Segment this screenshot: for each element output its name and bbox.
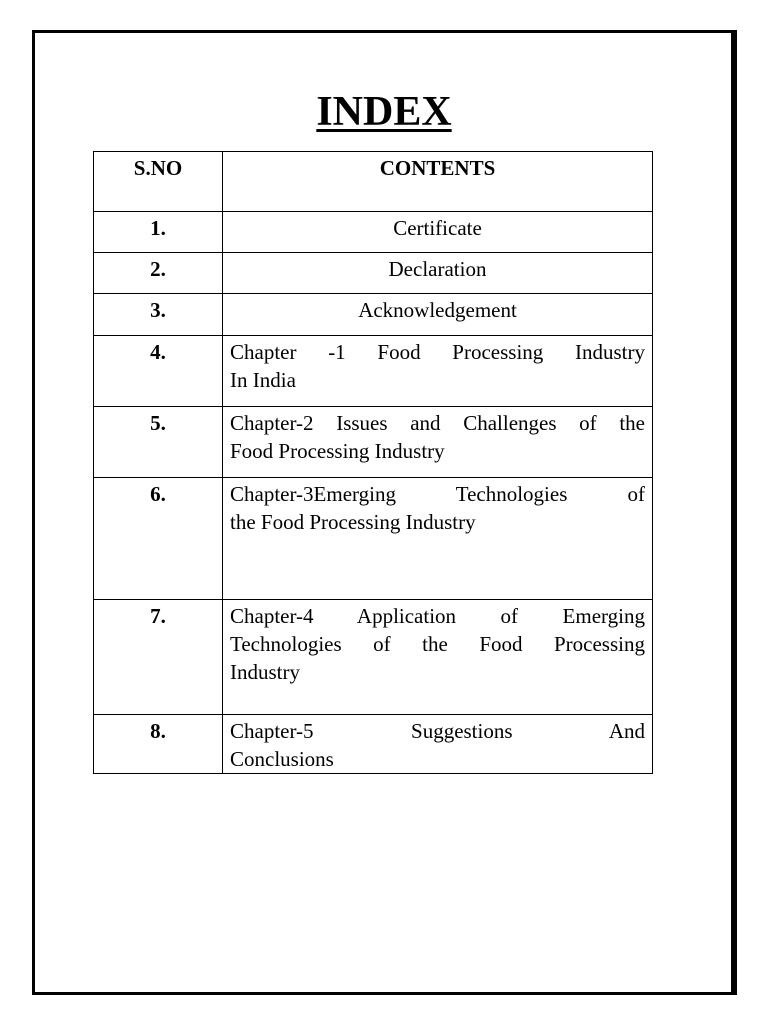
content-line: Food Processing Industry xyxy=(230,439,445,463)
row-number: 2. xyxy=(94,253,223,294)
content-line: Acknowledgement xyxy=(358,298,517,322)
page-border-shadow-right xyxy=(731,33,734,993)
content-line: the Food Processing Industry xyxy=(230,510,476,534)
content-line: Chapter-4 Application of Emerging xyxy=(230,604,645,628)
content-line: In India xyxy=(230,368,296,392)
row-number: 4. xyxy=(94,336,223,407)
table-row xyxy=(94,336,653,407)
row-number: 5. xyxy=(94,407,223,478)
page-title: INDEX xyxy=(316,89,452,135)
content-line: Conclusions xyxy=(230,747,334,771)
content-line: Chapter-3Emerging Technologies of xyxy=(230,482,645,506)
content-line: Industry xyxy=(230,660,300,684)
header-sno: S.NO xyxy=(94,152,223,212)
row-content xyxy=(223,600,653,715)
table-header-row xyxy=(94,152,653,212)
content-line: Certificate xyxy=(393,216,482,240)
table-row xyxy=(94,715,653,774)
row-content xyxy=(223,336,653,407)
table-row xyxy=(94,478,653,600)
table-row xyxy=(94,212,653,253)
page-border-shadow-bottom xyxy=(35,992,734,995)
row-content xyxy=(223,294,653,336)
index-table xyxy=(93,151,653,774)
table-row xyxy=(94,407,653,478)
content-line: Chapter -1 Food Processing Industry xyxy=(230,340,645,364)
row-number: 8. xyxy=(94,715,223,774)
table-row xyxy=(94,253,653,294)
content-line: Technologies of the Food Processing xyxy=(230,632,645,656)
row-content xyxy=(223,253,653,294)
row-content xyxy=(223,407,653,478)
row-content xyxy=(223,715,653,774)
table-row xyxy=(94,294,653,336)
row-content xyxy=(223,212,653,253)
row-number: 1. xyxy=(94,212,223,253)
header-contents: CONTENTS xyxy=(223,152,653,212)
content-line: Chapter-5 Suggestions And xyxy=(230,719,645,743)
content-line: Declaration xyxy=(388,257,487,281)
row-number: 7. xyxy=(94,600,223,715)
table-row xyxy=(94,600,653,715)
row-number: 3. xyxy=(94,294,223,336)
row-number: 6. xyxy=(94,478,223,600)
content-line: Chapter-2 Issues and Challenges of the xyxy=(230,411,645,435)
row-content xyxy=(223,478,653,600)
